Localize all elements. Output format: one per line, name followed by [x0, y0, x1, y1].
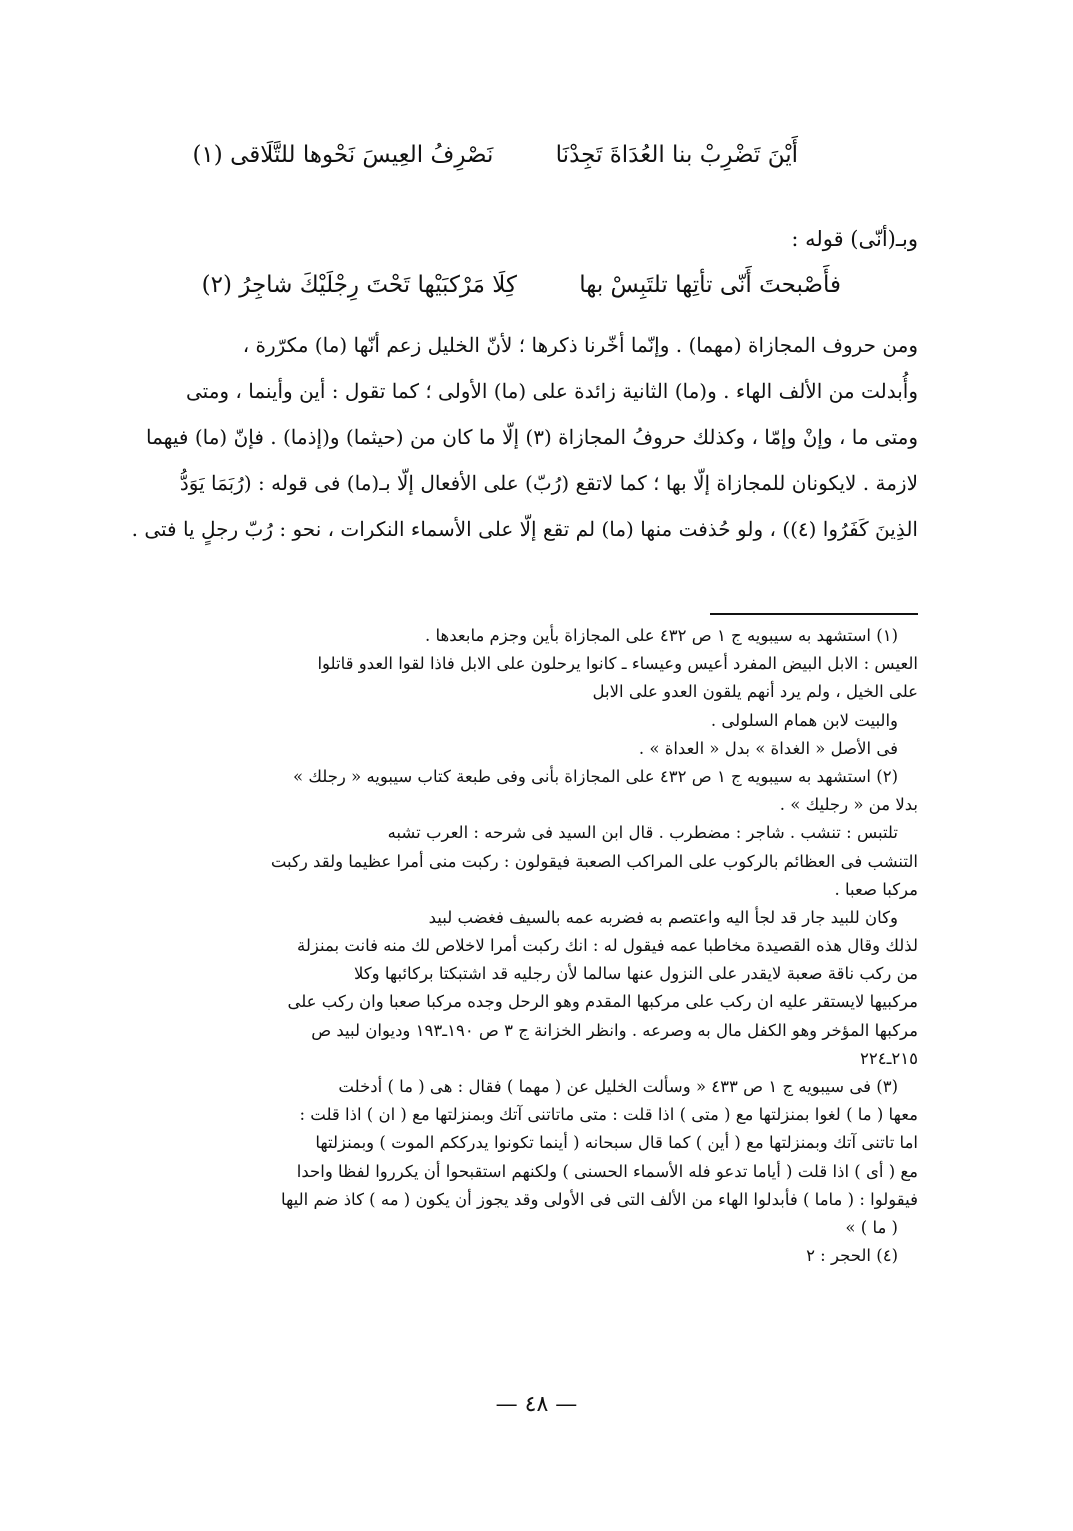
footnote-line: معها ( ما ) لغوا بمنزلتها مع ( متى ) اذا قلت : متى ماتاتنى آتك وبمنزلتها مع ( ان ) اذا قلت :: [299, 1105, 918, 1125]
main-line: ومتى ما ، وإنْ وإمّا ، وكذلك حروفُ المجازاة (٣) إلّا ما كان من (حيثما) و(إذما) . فإنّ (ما) فيهما: [145, 425, 918, 449]
verse-1: [192, 138, 798, 172]
footnote-line: (٢) استشهد به سيبويه ج ١ ص ٤٣٢ على المجازاة بأنى وفى طبعة كتاب سيبويه « رجلك »: [292, 766, 898, 786]
main-paragraph: [73, 322, 918, 552]
footnote-line: التنشب فى العظائم بالركوب على المراكب الصعبة فيقولون : ركبت منى أمرا عظيما ولقد ركبت: [270, 851, 918, 871]
footnote-line: مركبها المؤخر وهو الكفل مال به وصرعه . وانظر الخزانة ج ٣ ص ١٩٠ـ١٩٣ وديوان لبيد ص: [311, 1020, 918, 1040]
footnote-line: لذلك وقال هذه القصيدة مخاطبا عمه فيقول له : انك ركبت أمرا لاخلاص لك منه فانت بمنزلة: [296, 936, 918, 956]
footnote-line: (٤) الحجر : ٢: [806, 1246, 898, 1266]
footnote-line: ٢١٥ـ٢٢٤: [859, 1048, 918, 1068]
footnote-line: وكان للبيد جار قد لجأ اليه واعتصم به فضربه عمه بالسيف فغضب لبيد: [428, 907, 898, 927]
footnote-line: (١) استشهد به سيبويه ج ١ ص ٤٣٢ على المجازاة بأين وجزم مابعدها .: [425, 626, 898, 645]
footnote-line: بدلا من « رجليك » .: [779, 795, 918, 815]
verse-1-hemistich-right: أَيْنَ تَضْرِبْ بنا العُدَاةَ تَجِدْنَا: [555, 142, 798, 168]
footnote-line: العيس : الابل البيض المفرد أعيس وعيساء ـ كانوا يرحلون على الابل فاذا لقوا العدو قاتلوا: [317, 654, 918, 674]
main-line: ومن حروف المجازاة (مهما) . وإنّما أخّرنا ذكرها ؛ لأنّ الخليل زعم أنّها (ما) مكرّرة ،: [242, 333, 918, 357]
footnote-line: من ركب ناقة صعبة لايقدر على النزول عنها سالما لأن رجليه قد اشتبكتا بركائبها وكلا: [353, 964, 918, 984]
main-line: الذِينَ كَفَرُوا (٤)) ، ولو حُذفت منها (ما) لم تقع إلّا على الأسماء النكرات ، نحو : رُبّ رجلٍ يا فتى .: [131, 517, 918, 541]
footnote-separator: [710, 613, 918, 615]
footnote-line: مركبا صعبا .: [834, 879, 918, 899]
footnote-line: على الخيل ، ولم يرد أنهم يلقون العدو على الابل: [592, 682, 918, 702]
footnote-line: (٣) فى سيبويه ج ١ ص ٤٣٣ « وسألت الخليل عن ( مهما ) فقال : هى ( ما ) أدخلت: [338, 1077, 898, 1096]
main-line: لازمة . لايكونان للمجازاة إلّا بها ؛ كما لاتقع (رُبّ) على الأفعال إلّا بـ(ما) فى قوله : (رُبَمَا يَوَدُّ: [179, 471, 918, 495]
footnote-line: ( ما ) »: [845, 1217, 898, 1237]
footnote-line: فى الأصل « الغداة » بدل « العداة » .: [638, 738, 898, 758]
verse-2: [202, 268, 841, 302]
page-number: — ٤٨ —: [495, 1392, 578, 1417]
footnote-line: والبيت لابن همام السلولى .: [710, 710, 898, 730]
main-line: وأُبدلت من الألف الهاء . و(ما) الثانية زائدة على (ما) الأولى ؛ كما تقول : أين وأينما ، ومتى: [186, 379, 918, 403]
footnote-line: تلتبس : تنشب . شاجر : مضطرب . قال ابن السيد فى شرحه : العرب تشبه: [387, 823, 898, 843]
verse-2-hemistich-right: فأَصْبحتَ أَنّى تأتِها تلتَبِسْ بها: [579, 272, 841, 298]
verse-1-hemistich-left: نَصْرِفُ العِيسَ نَحْوها للتَّلَاقى (١): [192, 142, 494, 168]
footnotes: [68, 622, 918, 1270]
footnote-line: فيقولوا : ( ماما ) فأبدلوا الهاء من الألف التى فى الأولى وقد يجوز أن يكون ( مه ) كاذ ضم اليها: [280, 1189, 918, 1209]
footnote-line: مع ( أى ) اذا قلت ( أياما تدعو فله الأسماء الحسنى ) ولكنهم استقبحوا أن يكرروا لفظا واحدا: [296, 1161, 918, 1181]
footnote-line: اما تاتنى آتك وبمنزلتها مع ( أين ) كما قال سبحانه ( أينما تكونوا يدرككم الموت ) وبمنزلتها: [315, 1133, 918, 1153]
footnote-line: مركبيها لايستقر عليه ان ركب على مركبها المقدم وهو الرحل وجده مركبا صعبا وان ركب على: [287, 992, 918, 1012]
verse-2-intro: وبـ(أنّى) قوله :: [791, 227, 918, 251]
verse-2-hemistich-left: كِلَا مَرْكبَيْها تَحْتَ رِجْلَيْكَ شاجِرُ (٢): [201, 272, 517, 298]
